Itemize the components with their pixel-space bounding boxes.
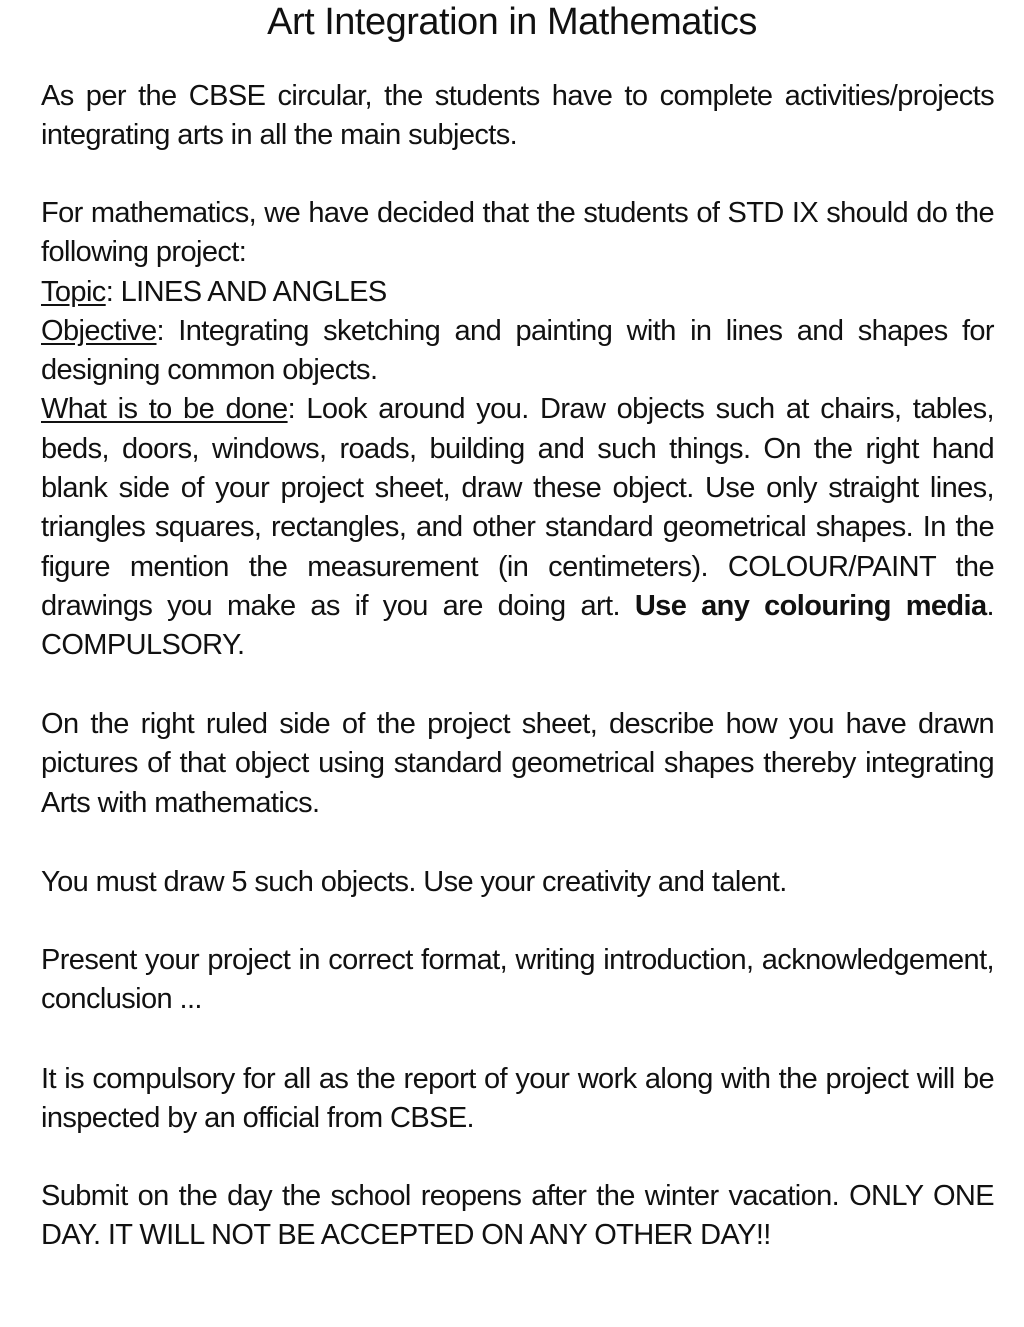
submission-section bbox=[41, 1177, 994, 1256]
count-paragraph: You must draw 5 such objects. Use your creativity and talent. bbox=[41, 866, 787, 898]
what-to-do-separator: : bbox=[287, 393, 307, 426]
what-to-do-ending: . COMPULSORY. bbox=[41, 589, 994, 662]
format-section bbox=[41, 941, 994, 1020]
compulsory-paragraph: It is compulsory for all as the report of your work along with the project will be inspected by an official from CBSE. bbox=[41, 1063, 994, 1135]
describe-section bbox=[41, 705, 994, 823]
what-to-do-label: What is to be done bbox=[41, 393, 288, 426]
count-section bbox=[41, 863, 994, 902]
topic-separator: : bbox=[105, 275, 121, 308]
objective-label: Objective bbox=[41, 314, 157, 347]
objective-value: Integrating sketching and painting with in lines and shapes for designing common objects. bbox=[41, 314, 994, 387]
objective-separator: : bbox=[156, 314, 179, 347]
intro-paragraph: As per the CBSE circular, the students have to complete activities/projects integrating arts in all the main subjects. bbox=[41, 80, 994, 152]
objective-line bbox=[41, 312, 994, 391]
project-section bbox=[41, 194, 994, 666]
what-to-do-text: Look around you. Draw objects such at chairs, tables, beds, doors, windows, roads, building and such things. On the right hand blank side of your project sheet, draw these object. Use only straight lines, triangles squares, rectangles, and other standard geometrical shapes. In the figure mention the measurement (in centimeters). COLOUR/PAINT the drawings you make as if you are doing art. bbox=[41, 393, 995, 622]
decision-paragraph: For mathematics, we have decided that the students of STD IX should do the following project: bbox=[41, 197, 994, 269]
topic-value: LINES AND ANGLES bbox=[120, 275, 387, 308]
document-title: Art Integration in Mathematics bbox=[267, 1, 757, 43]
topic-line bbox=[41, 273, 994, 312]
intro-section bbox=[41, 77, 994, 156]
topic-label: Topic bbox=[41, 275, 106, 308]
colouring-media-emphasis: Use any colouring media bbox=[634, 589, 987, 622]
submission-paragraph: Submit on the day the school reopens after the winter vacation. ONLY ONE DAY. IT WILL NOT BE ACCEPTED ON ANY OTHER DAY!! bbox=[41, 1180, 994, 1252]
format-paragraph: Present your project in correct format, writing introduction, acknowledgement, conclusion ... bbox=[41, 944, 994, 1016]
describe-paragraph: On the right ruled side of the project sheet, describe how you have drawn pictures of that object using standard geometrical shapes thereby integrating Arts with mathematics. bbox=[41, 708, 994, 819]
compulsory-section bbox=[41, 1060, 994, 1139]
what-to-do-paragraph bbox=[41, 390, 994, 665]
